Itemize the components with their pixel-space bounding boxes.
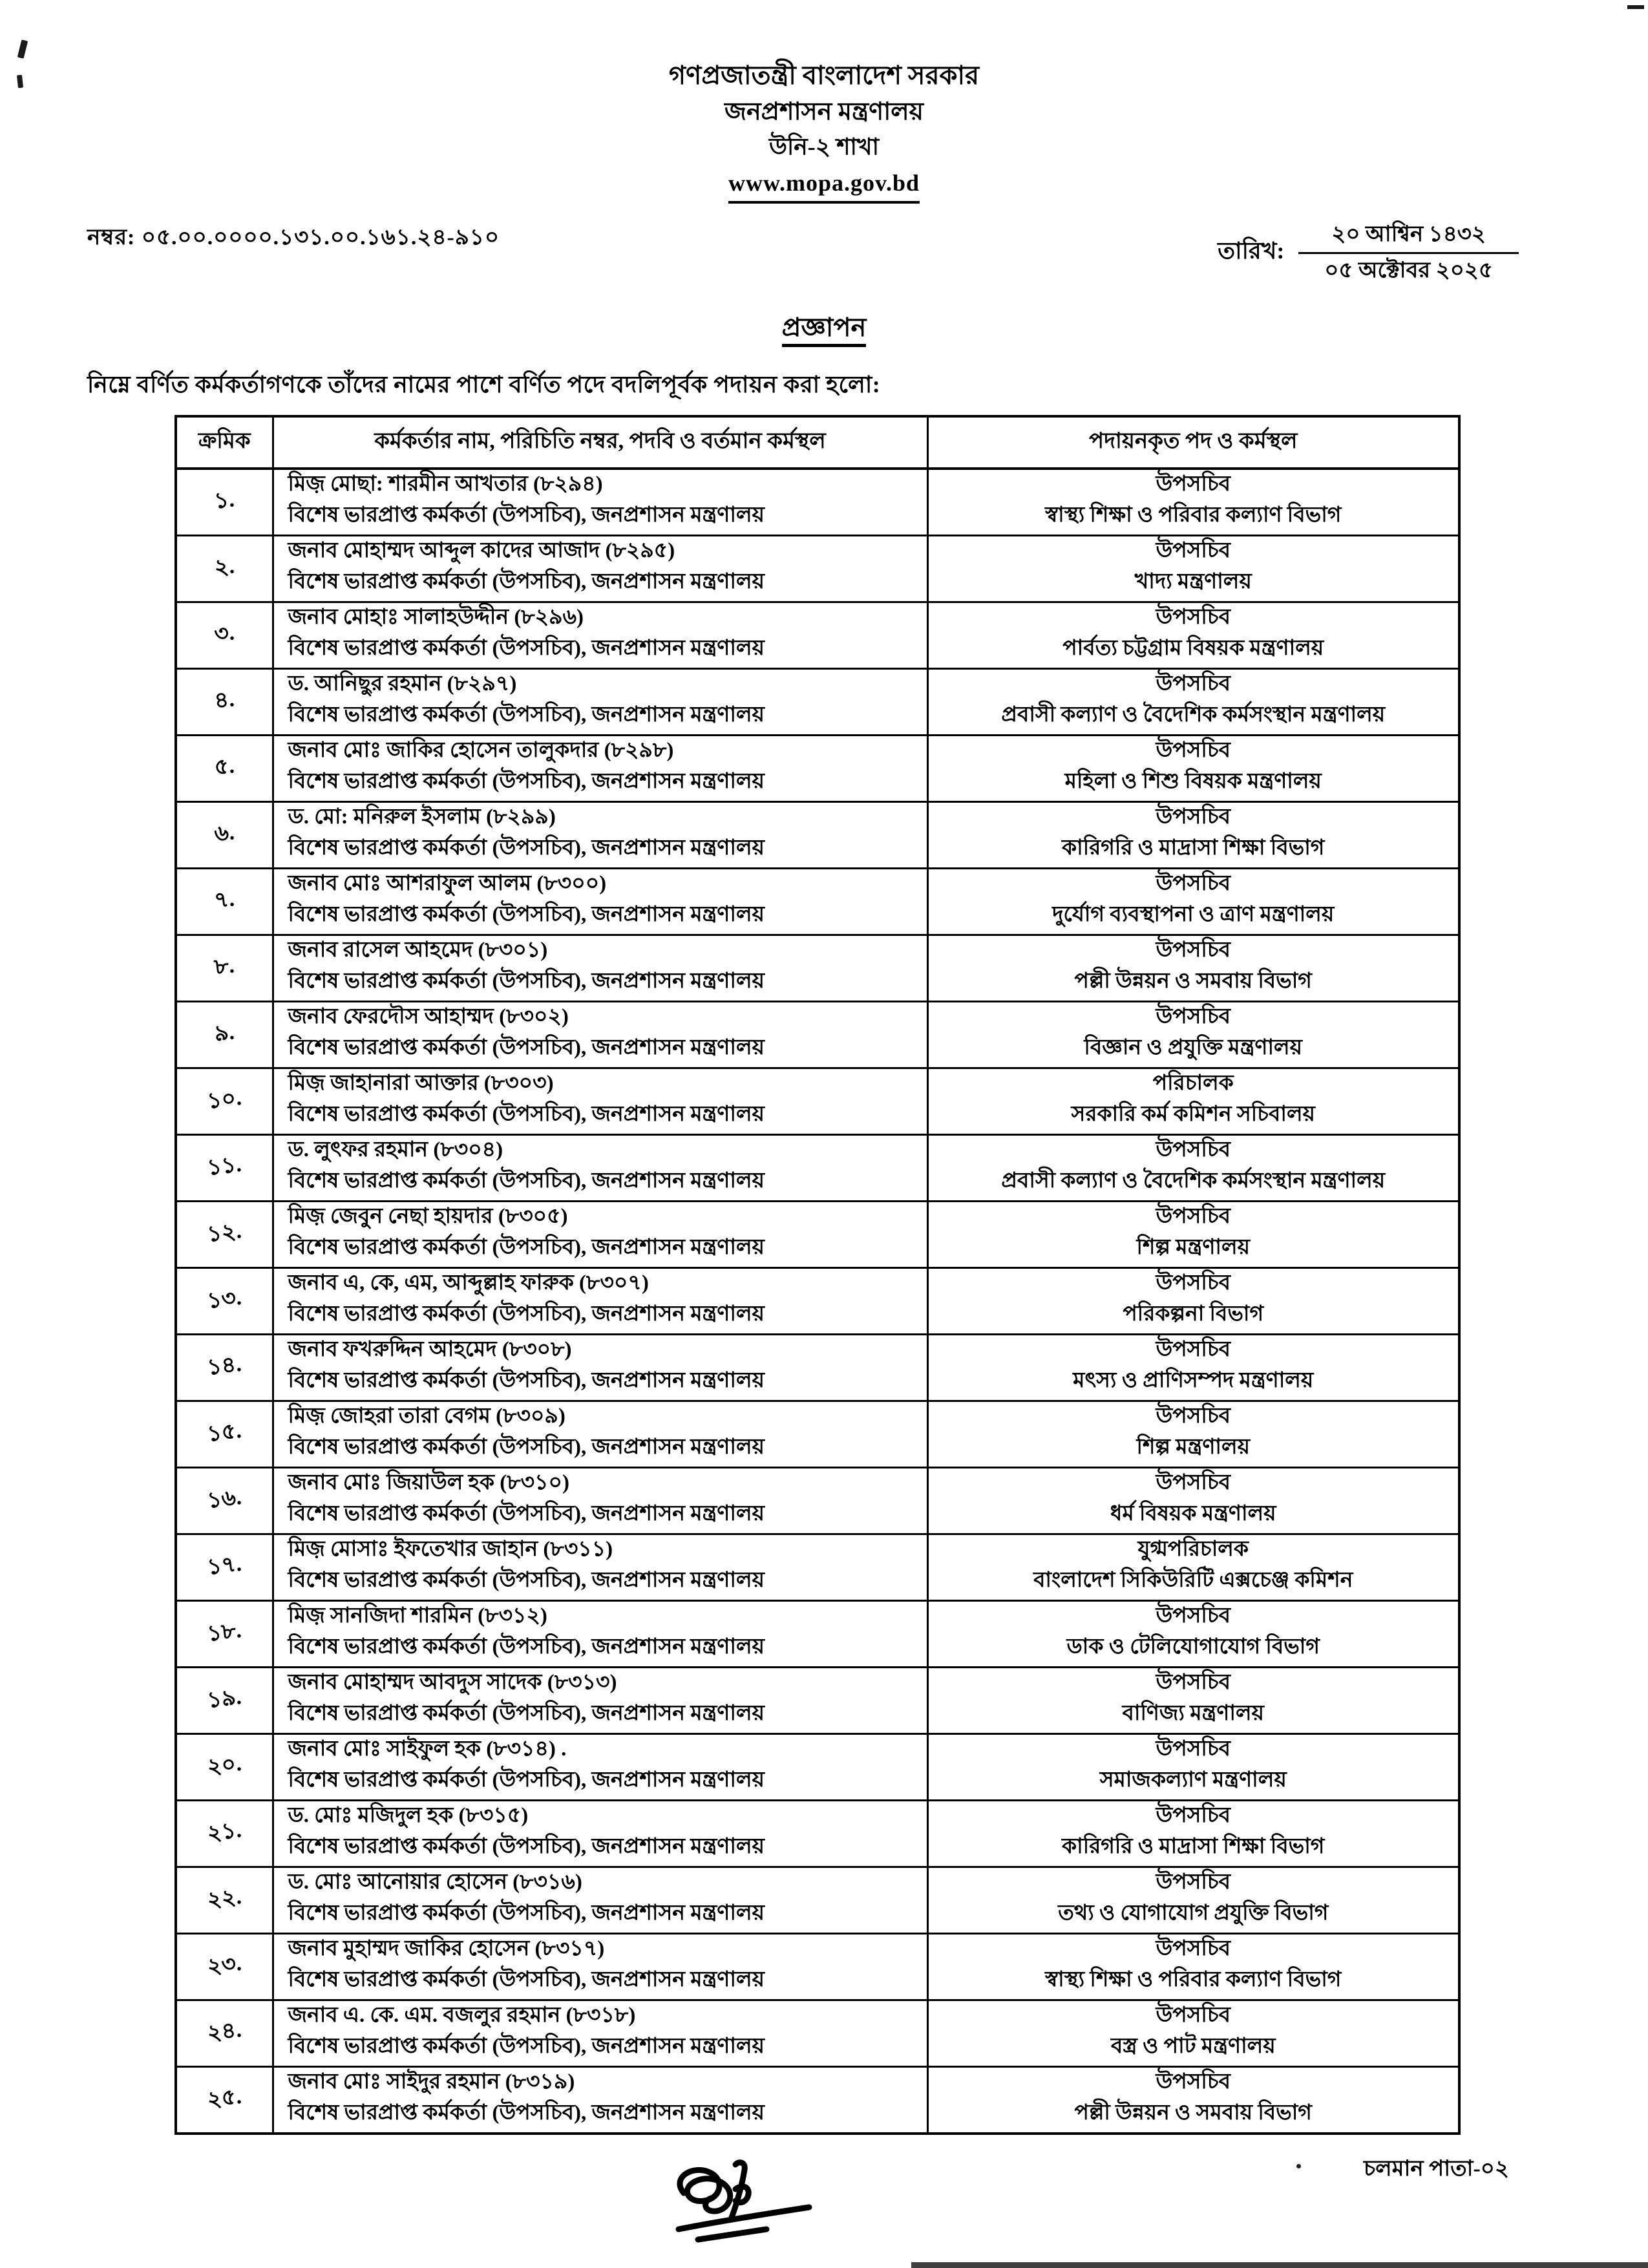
new-post: উপসচিব (1156, 1470, 1231, 1494)
row-serial: ১৫. (206, 1419, 243, 1447)
row-posting-cell (927, 735, 1459, 801)
row-serial-cell (176, 1001, 273, 1068)
new-post: উপসচিব (1156, 472, 1231, 496)
new-office: পল্লী উন্নয়ন ও সমবায় বিভাগ (1074, 2101, 1312, 2125)
row-serial: ২৩. (206, 1951, 243, 1980)
new-post: উপসচিব (1156, 1271, 1231, 1295)
new-office: প্রবাসী কল্যাণ ও বৈদেশিক কর্মসংস্থান মন্ত্রণালয় (1001, 1169, 1386, 1193)
scan-mark (1627, 5, 1644, 9)
row-serial-cell (176, 1267, 273, 1334)
new-office: বস্ত্র ও পাট মন্ত্রণালয় (1110, 2035, 1276, 2059)
officer-name: জনাব মোঃ জাকির হোসেন তালুকদার (৮২৯৮) (288, 738, 674, 762)
row-serial-cell (176, 1667, 273, 1733)
row-serial-cell (176, 801, 273, 868)
officer-name: জনাব মোঃ জিয়াউল হক (৮৩১০) (288, 1470, 569, 1494)
memo-row (87, 220, 1519, 284)
officer-current-post: বিশেষ ভারপ্রাপ্ত কর্মকর্তা (উপসচিব), জনপ্রশাসন মন্ত্রণালয় (288, 1968, 765, 1992)
new-office: সরকারি কর্ম কমিশন সচিবালয় (1071, 1103, 1315, 1127)
table-row (176, 935, 1459, 1001)
new-office: পল্লী উন্নয়ন ও সমবায় বিভাগ (1074, 970, 1312, 993)
officer-current-post: বিশেষ ভারপ্রাপ্ত কর্মকর্তা (উপসচিব), জনপ্রশাসন মন্ত্রণালয় (288, 1036, 765, 1060)
new-post: উপসচিব (1156, 1670, 1231, 1694)
row-serial: ১৪. (206, 1352, 243, 1381)
row-officer-cell (273, 1667, 927, 1733)
new-office: শিল্প মন্ত্রণালয় (1136, 1436, 1251, 1459)
row-serial: ২১. (206, 1818, 243, 1847)
officer-name: ড. মোঃ মজিদুল হক (৮৩১৫) (288, 1803, 529, 1827)
row-serial-cell (176, 1600, 273, 1667)
new-office: দুর্যোগ ব্যবস্থাপনা ও ত্রাণ মন্ত্রণালয় (1052, 903, 1335, 927)
officer-current-post: বিশেষ ভারপ্রাপ্ত কর্মকর্তা (উপসচিব), জনপ্রশাসন মন্ত্রণালয় (288, 1302, 765, 1326)
ministry-name: জনপ্রশাসন মন্ত্রণালয় (724, 98, 924, 125)
row-posting-cell (927, 1867, 1459, 1933)
row-serial-cell (176, 1867, 273, 1933)
row-posting-cell (927, 1800, 1459, 1867)
row-posting-cell (927, 602, 1459, 668)
row-serial: ১৩. (206, 1286, 243, 1314)
table-row (176, 1600, 1459, 1667)
row-serial-cell (176, 1467, 273, 1534)
table-row (176, 1134, 1459, 1201)
row-serial: ১৮. (206, 1618, 243, 1647)
new-post: পরিচালক (1152, 1071, 1234, 1095)
row-officer-cell (273, 1401, 927, 1467)
date-stack (1298, 220, 1519, 284)
officer-current-post: বিশেষ ভারপ্রাপ্ত কর্মকর্তা (উপসচিব), জনপ্রশাসন মন্ত্রণালয় (288, 836, 765, 860)
row-officer-cell (273, 1800, 927, 1867)
new-post: উপসচিব (1156, 1870, 1231, 1894)
new-office: বিজ্ঞান ও প্রযুক্তি মন্ত্রণালয় (1084, 1036, 1303, 1060)
new-post: উপসচিব (1156, 672, 1231, 695)
row-posting-cell (927, 1001, 1459, 1068)
row-officer-cell (273, 1267, 927, 1334)
officer-name: জনাব মোহাঃ সালাহউদ্দীন (৮২৯৬) (288, 605, 584, 629)
letterhead (0, 0, 1648, 204)
row-serial: ১৬. (206, 1485, 243, 1514)
officer-current-post: বিশেষ ভারপ্রাপ্ত কর্মকর্তা (উপসচিব), জনপ্রশাসন মন্ত্রণালয় (288, 770, 765, 794)
officer-current-post: বিশেষ ভারপ্রাপ্ত কর্মকর্তা (উপসচিব), জনপ্রশাসন মন্ত্রণালয় (288, 570, 765, 594)
new-office: ডাক ও টেলিযোগাযোগ বিভাগ (1066, 1635, 1320, 1659)
table-row (176, 868, 1459, 935)
row-serial-cell (176, 1933, 273, 2000)
branch-name: উনি-২ শাখা (768, 134, 880, 160)
row-serial-cell (176, 535, 273, 602)
new-office: তথ্য ও যোগাযোগ প্রযুক্তি বিভাগ (1058, 1902, 1329, 1925)
table-row (176, 1068, 1459, 1134)
row-serial: ৬. (213, 820, 236, 847)
header-officer: কর্মকর্তার নাম, পরিচিতি নম্বর, পদবি ও বর্তমান কর্মস্থল (273, 416, 927, 469)
row-serial-cell (176, 1134, 273, 1201)
row-posting-cell (927, 1201, 1459, 1267)
officer-current-post: বিশেষ ভারপ্রাপ্ত কর্মকর্তা (উপসচিব), জনপ্রশাসন মন্ত্রণালয় (288, 1835, 765, 1859)
table-row (176, 1467, 1459, 1534)
table-row (176, 1401, 1459, 1467)
officer-name: মিজ় সানজিদা শারমিন (৮৩১২) (288, 1604, 547, 1627)
officer-name: ড. লুৎফর রহমান (৮৩০৪) (288, 1138, 503, 1161)
row-serial-cell (176, 1068, 273, 1134)
new-post: উপসচিব (1156, 1936, 1231, 1960)
table-row (176, 1933, 1459, 2000)
date-label: তারিখ: (1218, 238, 1285, 264)
officer-name: জনাব ফখরুদ্দিন আহমেদ (৮৩০৮) (288, 1337, 572, 1361)
header-serial: ক্রমিক (176, 416, 273, 469)
row-serial: ৯. (213, 1020, 236, 1047)
row-serial: ১০. (206, 1086, 243, 1114)
officer-current-post: বিশেষ ভারপ্রাপ্ত কর্মকর্তা (উপসচিব), জনপ্রশাসন মন্ত্রণালয় (288, 1502, 765, 1526)
row-serial: ২৪. (206, 2018, 243, 2046)
new-office: মৎস্য ও প্রাণিসম্পদ মন্ত্রণালয় (1073, 1369, 1314, 1393)
officer-current-post: বিশেষ ভারপ্রাপ্ত কর্মকর্তা (উপসচিব), জনপ্রশাসন মন্ত্রণালয় (288, 1635, 765, 1659)
table-row (176, 535, 1459, 602)
row-serial: ৭. (213, 887, 236, 914)
row-officer-cell (273, 935, 927, 1001)
government-name: গণপ্রজাতন্ত্রী বাংলাদেশ সরকার (668, 61, 980, 90)
new-office: খাদ্য মন্ত্রণালয় (1134, 570, 1252, 594)
row-officer-cell (273, 2000, 927, 2066)
table-row (176, 602, 1459, 668)
row-serial: ১. (213, 487, 236, 514)
officer-name: মিজ় জাহানারা আক্তার (৮৩০৩) (288, 1071, 554, 1095)
table-row (176, 1201, 1459, 1267)
table-row (176, 1800, 1459, 1867)
officer-name: মিজ় মোসাঃ ইফতেখার জাহান (৮৩১১) (288, 1537, 613, 1561)
row-officer-cell (273, 469, 927, 536)
new-office: শিল্প মন্ত্রণালয় (1136, 1236, 1251, 1260)
date-english: ০৫ অক্টোবর ২০২৫ (1324, 258, 1493, 282)
officer-current-post: বিশেষ ভারপ্রাপ্ত কর্মকর্তা (উপসচিব), জনপ্রশাসন মন্ত্রণালয় (288, 970, 765, 993)
new-post: উপসচিব (1156, 538, 1231, 562)
officer-current-post: বিশেষ ভারপ্রাপ্ত কর্মকর্তা (উপসচিব), জনপ্রশাসন মন্ত্রণালয় (288, 637, 765, 661)
date-bangla: ২০ আশ্বিন ১৪৩২ (1298, 220, 1519, 253)
website-url: www.mopa.gov.bd (728, 166, 920, 204)
table-row (176, 1667, 1459, 1733)
row-officer-cell (273, 868, 927, 935)
row-officer-cell (273, 602, 927, 668)
table-row (176, 2000, 1459, 2066)
row-serial-cell (176, 2000, 273, 2066)
new-post: উপসচিব (1156, 1337, 1231, 1361)
new-office: ধর্ম বিষয়ক মন্ত্রণালয় (1110, 1502, 1276, 1526)
row-officer-cell (273, 1534, 927, 1600)
officer-current-post: বিশেষ ভারপ্রাপ্ত কর্মকর্তা (উপসচিব), জনপ্রশাসন মন্ত্রণালয় (288, 1569, 765, 1593)
intro-sentence: নিম্নে বর্ণিত কর্মকর্তাগণকে তাঁদের নামের পাশে বর্ণিত পদে বদলিপূর্বক পদায়ন করা হলো: (87, 371, 881, 397)
row-serial-cell (176, 1334, 273, 1401)
new-post: উপসচিব (1156, 1803, 1231, 1827)
table-row (176, 801, 1459, 868)
row-posting-cell (927, 1267, 1459, 1334)
officer-current-post: বিশেষ ভারপ্রাপ্ত কর্মকর্তা (উপসচিব), জনপ্রশাসন মন্ত্রণালয় (288, 1436, 765, 1459)
new-office: বাণিজ্য মন্ত্রণালয় (1122, 1702, 1264, 1726)
footer-area (0, 2135, 1648, 2268)
row-officer-cell (273, 1068, 927, 1134)
row-serial-cell (176, 1534, 273, 1600)
table-row (176, 1001, 1459, 1068)
row-posting-cell (927, 1334, 1459, 1401)
officer-name: জনাব মোঃ সাইফুল হক (৮৩১৪) . (288, 1737, 567, 1761)
new-office: সমাজকল্যাণ মন্ত্রণালয় (1099, 1768, 1287, 1792)
row-serial: ২০. (206, 1752, 243, 1780)
transfer-table (174, 415, 1461, 2135)
row-officer-cell (273, 1933, 927, 2000)
row-posting-cell (927, 2000, 1459, 2066)
row-serial: ১৯. (206, 1685, 243, 1713)
officer-name: জনাব মোঃ সাইদুর রহমান (৮৩১৯) (288, 2070, 575, 2093)
new-office: বাংলাদেশ সিকিউরিটি এক্সচেঞ্জ কমিশন (1033, 1569, 1353, 1593)
row-serial-cell (176, 602, 273, 668)
row-serial-cell (176, 469, 273, 536)
row-posting-cell (927, 868, 1459, 935)
row-posting-cell (927, 2066, 1459, 2134)
officer-current-post: বিশেষ ভারপ্রাপ্ত কর্মকর্তা (উপসচিব), জনপ্রশাসন মন্ত্রণালয় (288, 1169, 765, 1193)
row-posting-cell (927, 668, 1459, 735)
officer-current-post: বিশেষ ভারপ্রাপ্ত কর্মকর্তা (উপসচিব), জনপ্রশাসন মন্ত্রণালয় (288, 2035, 765, 2059)
officer-name: মিজ় জেবুন নেছা হায়দার (৮৩০৫) (288, 1204, 568, 1228)
row-serial: ৮. (213, 953, 236, 980)
row-serial: ১২. (206, 1219, 243, 1247)
officer-name: ড. আনিছুর রহমান (৮২৯৭) (288, 672, 517, 695)
officer-current-post: বিশেষ ভারপ্রাপ্ত কর্মকর্তা (উপসচিব), জনপ্রশাসন মন্ত্রণালয় (288, 1768, 765, 1792)
row-officer-cell (273, 1134, 927, 1201)
officer-current-post: বিশেষ ভারপ্রাপ্ত কর্মকর্তা (উপসচিব), জনপ্রশাসন মন্ত্রণালয় (288, 1236, 765, 1260)
officer-name: জনাব এ. কে. এম. বজলুর রহমান (৮৩১৮) (288, 2003, 636, 2027)
officer-current-post: বিশেষ ভারপ্রাপ্ত কর্মকর্তা (উপসচিব), জনপ্রশাসন মন্ত্রণালয় (288, 703, 765, 727)
row-posting-cell (927, 1068, 1459, 1134)
table-row (176, 469, 1459, 536)
officer-name: ড. মো: মনিরুল ইসলাম (৮২৯৯) (288, 805, 556, 829)
row-serial: ২৫. (206, 2084, 243, 2113)
row-officer-cell (273, 1467, 927, 1534)
officer-name: জনাব এ, কে, এম, আব্দুল্লাহ ফারুক (৮৩০৭) (288, 1271, 649, 1295)
officer-name: জনাব মোঃ আশরাফুল আলম (৮৩০০) (288, 871, 607, 895)
row-posting-cell (927, 801, 1459, 868)
row-serial: ৫. (213, 754, 236, 781)
row-serial-cell (176, 735, 273, 801)
row-officer-cell (273, 2066, 927, 2134)
row-officer-cell (273, 1867, 927, 1933)
row-serial-cell (176, 1401, 273, 1467)
table-row (176, 1733, 1459, 1800)
table-row (176, 1334, 1459, 1401)
row-posting-cell (927, 1534, 1459, 1600)
officer-current-post: বিশেষ ভারপ্রাপ্ত কর্মকর্তা (উপসচিব), জনপ্রশাসন মন্ত্রণালয় (288, 1103, 765, 1127)
row-serial: ২২. (206, 1885, 243, 1913)
row-serial-cell (176, 668, 273, 735)
row-posting-cell (927, 535, 1459, 602)
continuation-note: চলমান পাতা-০২ (1363, 2156, 1509, 2181)
row-posting-cell (927, 935, 1459, 1001)
row-serial: ২. (213, 554, 236, 581)
table-row (176, 735, 1459, 801)
notification-title: প্রজ্ঞাপন (782, 313, 867, 347)
header-posting: পদায়নকৃত পদ ও কর্মস্থল (927, 416, 1459, 469)
row-serial-cell (176, 935, 273, 1001)
new-post: উপসচিব (1156, 738, 1231, 762)
table-row (176, 1867, 1459, 1933)
row-serial: ১১. (206, 1152, 243, 1181)
new-office: মহিলা ও শিশু বিষয়ক মন্ত্রণালয় (1064, 770, 1322, 794)
row-posting-cell (927, 1667, 1459, 1733)
row-officer-cell (273, 535, 927, 602)
new-post: উপসচিব (1156, 2070, 1231, 2093)
row-officer-cell (273, 1001, 927, 1068)
row-officer-cell (273, 1600, 927, 1667)
new-post: যুগ্মপরিচালক (1137, 1537, 1249, 1561)
new-post: উপসচিব (1156, 1737, 1231, 1761)
new-office: কারিগরি ও মাদ্রাসা শিক্ষা বিভাগ (1062, 836, 1325, 860)
officer-name: মিজ় মোছা: শারমীন আখতার (৮২৯৪) (288, 472, 603, 496)
officer-name: জনাব মোহাম্মদ আবদুস সাদেক (৮৩১৩) (288, 1670, 617, 1694)
signature (659, 2153, 827, 2250)
officer-name: জনাব মোহাম্মদ আব্দুল কাদের আজাদ (৮২৯৫) (288, 538, 675, 562)
officer-name: ড. মোঃ আনোয়ার হোসেন (৮৩১৬) (288, 1870, 582, 1894)
new-office: পার্বত্য চট্টগ্রাম বিষয়ক মন্ত্রণালয় (1062, 637, 1324, 661)
new-office: স্বাস্থ্য শিক্ষা ও পরিবার কল্যাণ বিভাগ (1045, 503, 1342, 527)
new-post: উপসচিব (1156, 1138, 1231, 1161)
row-posting-cell (927, 1467, 1459, 1534)
new-post: উপসচিব (1156, 805, 1231, 829)
row-posting-cell (927, 1733, 1459, 1800)
row-officer-cell (273, 1201, 927, 1267)
new-post: উপসচিব (1156, 605, 1231, 629)
row-officer-cell (273, 668, 927, 735)
date-block (1218, 220, 1519, 284)
new-office: প্রবাসী কল্যাণ ও বৈদেশিক কর্মসংস্থান মন্ত্রণালয় (1001, 703, 1386, 727)
new-post: উপসচিব (1156, 1604, 1231, 1627)
row-posting-cell (927, 469, 1459, 536)
row-serial-cell (176, 1201, 273, 1267)
row-officer-cell (273, 735, 927, 801)
memo-number (87, 220, 500, 257)
row-posting-cell (927, 1134, 1459, 1201)
row-serial-cell (176, 868, 273, 935)
row-serial-cell (176, 1800, 273, 1867)
new-post: উপসচিব (1156, 1404, 1231, 1428)
row-posting-cell (927, 1401, 1459, 1467)
memo-number-label: নম্বর: (87, 226, 136, 250)
officer-current-post: বিশেষ ভারপ্রাপ্ত কর্মকর্তা (উপসচিব), জনপ্রশাসন মন্ত্রণালয় (288, 503, 765, 527)
row-officer-cell (273, 1733, 927, 1800)
new-office: স্বাস্থ্য শিক্ষা ও পরিবার কল্যাণ বিভাগ (1045, 1968, 1342, 1992)
row-officer-cell (273, 801, 927, 868)
officer-current-post: বিশেষ ভারপ্রাপ্ত কর্মকর্তা (উপসচিব), জনপ্রশাসন মন্ত্রণালয় (288, 1902, 765, 1925)
row-serial: ৪. (213, 687, 236, 714)
row-posting-cell (927, 1600, 1459, 1667)
row-officer-cell (273, 1334, 927, 1401)
new-post: উপসচিব (1156, 1004, 1231, 1028)
table-row (176, 1267, 1459, 1334)
new-post: উপসচিব (1156, 871, 1231, 895)
row-posting-cell (927, 1933, 1459, 2000)
row-serial: ৩. (213, 620, 236, 648)
table-row (176, 1534, 1459, 1600)
officer-current-post: বিশেষ ভারপ্রাপ্ত কর্মকর্তা (উপসচিব), জনপ্রশাসন মন্ত্রণালয় (288, 1369, 765, 1393)
new-post: উপসচিব (1156, 2003, 1231, 2027)
notification-title-wrap (0, 307, 1648, 350)
officer-current-post: বিশেষ ভারপ্রাপ্ত কর্মকর্তা (উপসচিব), জনপ্রশাসন মন্ত্রণালয় (288, 903, 765, 927)
officer-name: মিজ় জোহরা তারা বেগম (৮৩০৯) (288, 1404, 565, 1428)
officer-current-post: বিশেষ ভারপ্রাপ্ত কর্মকর্তা (উপসচিব), জনপ্রশাসন মন্ত্রণালয় (288, 2101, 765, 2125)
row-serial-cell (176, 2066, 273, 2134)
officer-current-post: বিশেষ ভারপ্রাপ্ত কর্মকর্তা (উপসচিব), জনপ্রশাসন মন্ত্রণালয় (288, 1702, 765, 1726)
row-serial-cell (176, 1733, 273, 1800)
officer-name: জনাব রাসেল আহমেদ (৮৩০১) (288, 938, 548, 962)
memo-number-value: ০৫.০০.০০০০.১৩১.০০.১৬১.২৪-৯১০ (141, 226, 500, 250)
table-row (176, 2066, 1459, 2134)
new-post: উপসচিব (1156, 1204, 1231, 1228)
new-post: উপসচিব (1156, 938, 1231, 962)
officer-name: জনাব মুহাম্মদ জাকির হোসেন (৮৩১৭) (288, 1936, 605, 1960)
new-office: কারিগরি ও মাদ্রাসা শিক্ষা বিভাগ (1062, 1835, 1325, 1859)
table-header-row (176, 416, 1459, 469)
table-row (176, 668, 1459, 735)
new-office: পরিকল্পনা বিভাগ (1123, 1302, 1264, 1326)
officer-name: জনাব ফেরদৌস আহাম্মদ (৮৩০২) (288, 1004, 569, 1028)
row-serial: ১৭. (206, 1552, 243, 1580)
